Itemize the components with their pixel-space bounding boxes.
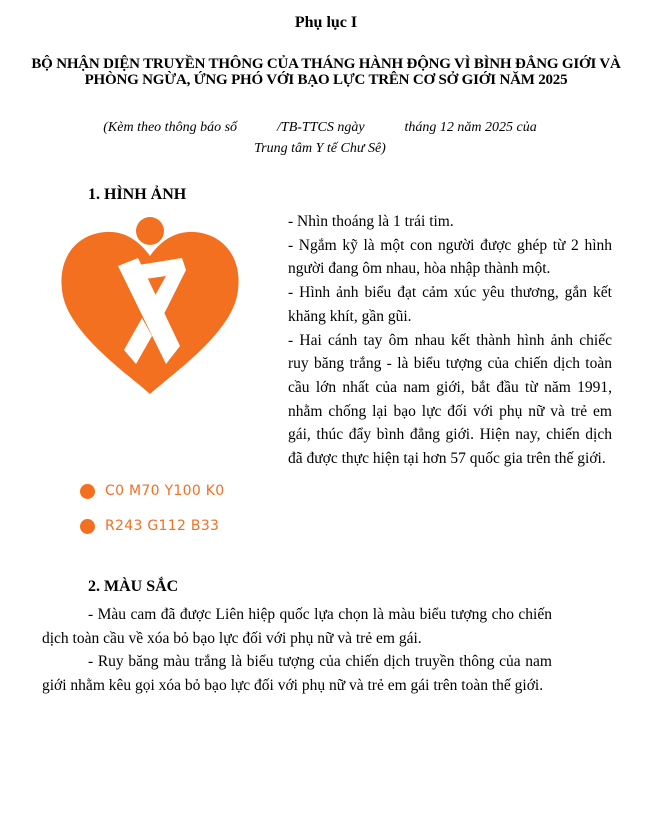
document-subtitle — [60, 117, 580, 159]
section-1-heading: 1. HÌNH ẢNH — [88, 186, 187, 203]
subtitle-line-2: Trung tâm Y tế Chư Sê) — [254, 141, 386, 156]
color-paragraph: - Ruy băng màu trắng là biểu tượng của chiến dịch truyền thông của nam giới nhằm kêu gọi xóa bỏ bạo lực đối với phụ nữ và trẻ em gái trên toàn thế giới. — [42, 653, 552, 694]
color-description — [42, 603, 552, 697]
logo-description — [288, 210, 612, 471]
subtitle-part-1: (Kèm theo thông báo số — [103, 120, 238, 135]
color-paragraph: - Màu cam đã được Liên hiệp quốc lựa chọn là màu biểu tượng cho chiến dịch toàn cầu về xóa bỏ bạo lực đối với phụ nữ và trẻ em gái. — [42, 606, 552, 647]
description-paragraph: - Hai cánh tay ôm nhau kết thành hình ảnh chiếc ruy băng trắng - là biểu tượng của chiến dịch toàn cầu lớn nhất của nam giới, bắt đầu từ năm 1991, nhằm chống lại bạo lực đối với phụ nữ và trẻ em gái, thúc đẩy bình đẳng giới. Hiện nay, chiến dịch đã được thực hiện tại hơn 57 quốc gia trên thế giới. — [288, 331, 612, 468]
color-swatch-cmyk — [80, 483, 225, 499]
description-paragraph: - Hình ảnh biểu đạt cảm xúc yêu thương, gắn kết khăng khít, gần gũi. — [288, 284, 612, 325]
color-swatch-rgb — [80, 518, 219, 534]
swatch-cmyk-label: C0 M70 Y100 K0 — [105, 483, 225, 499]
head-circle — [136, 217, 164, 245]
document-title: BỘ NHẬN DIỆN TRUYỀN THÔNG CỦA THÁNG HÀNH ĐỘNG VÌ BÌNH ĐẲNG GIỚI VÀ PHÒNG NGỪA, ỨNG PHÓ VỚI BẠO LỰC TRÊN CƠ SỞ GIỚI NĂM 2025 — [31, 56, 621, 88]
description-paragraph: - Ngắm kỹ là một con người được ghép từ 2 hình người đang ôm nhau, hòa nhập thành một. — [288, 236, 612, 278]
swatch-dot-icon — [80, 484, 95, 499]
description-paragraph: - Nhìn thoáng là 1 trái tim. — [288, 213, 454, 230]
heart-ribbon-logo-icon — [58, 214, 242, 394]
subtitle-part-2: /TB-TTCS ngày — [277, 120, 365, 135]
swatch-dot-icon — [80, 519, 95, 534]
subtitle-part-3: tháng 12 năm 2025 của — [404, 120, 537, 135]
section-2-heading: 2. MÀU SẮC — [88, 578, 179, 595]
appendix-label: Phụ lục I — [294, 14, 358, 31]
swatch-rgb-label: R243 G112 B33 — [105, 518, 220, 534]
